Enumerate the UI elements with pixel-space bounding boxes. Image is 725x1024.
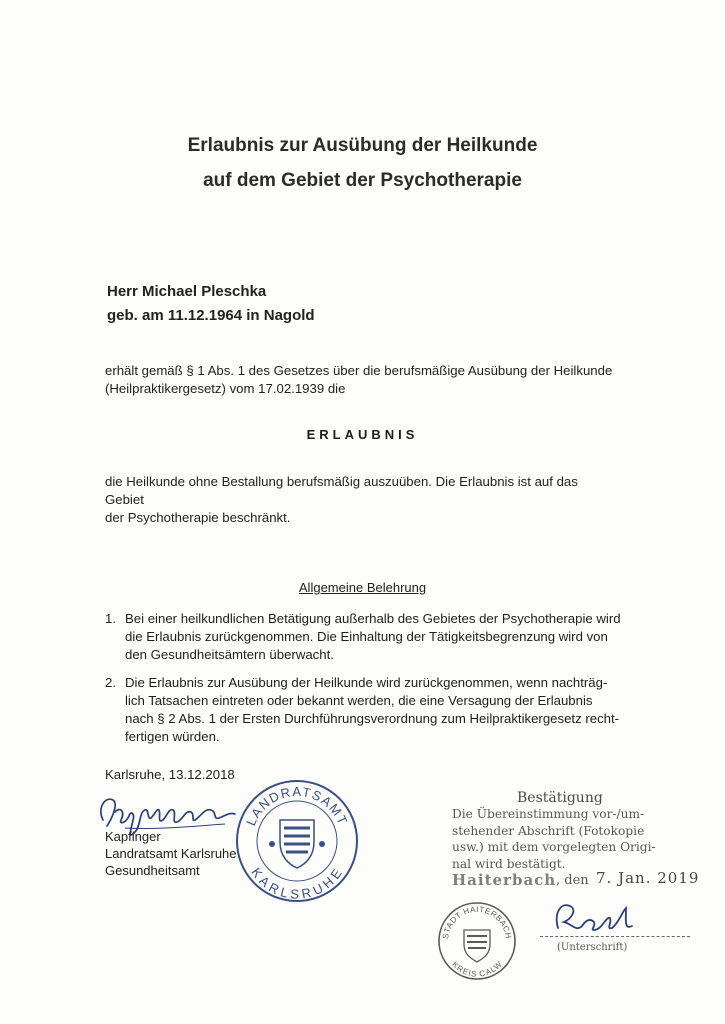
grant-line: die Heilkunde ohne Bestallung berufsmäßig auszuüben. Die Erlaubnis ist auf das Gebiet (105, 474, 578, 507)
town-seal (436, 900, 518, 982)
svg-text:LANDRATSAMT (243, 784, 351, 828)
confirmation-line: nal wird bestätigt. (452, 856, 566, 871)
recipient-birth: geb. am 11.12.1964 in Nagold (107, 307, 315, 324)
list-item-number: 1. (105, 611, 116, 626)
town-seal-top-text: STADT HAITERBACH (441, 904, 514, 940)
confirmation-line: Die Übereinstimmung vor-/um- (452, 807, 645, 821)
landratsamt-seal (232, 776, 362, 906)
place-date: Karlsruhe, 13.12.2018 (105, 767, 235, 782)
erlaubnis-heading: ERLAUBNIS (306, 427, 419, 442)
list-item-line: Die Erlaubnis zur Ausübung der Heilkunde wird zurückgenommen, wenn nachträg- (125, 675, 608, 690)
list-item-line: fertigen würden. (125, 729, 220, 744)
confirmation-place: Haiterbach (452, 871, 557, 889)
intro-line: erhält gemäß § 1 Abs. 1 des Gesetzes über die berufsmäßige Ausübung der Heilkunde (105, 363, 613, 378)
signatory-name: Kapfinger (105, 829, 161, 844)
svg-text:KARLSRUHE (248, 865, 345, 902)
signature-line (540, 936, 690, 937)
confirmation-line: stehender Abschrift (Fotokopie (452, 823, 645, 838)
confirmation-text (452, 806, 656, 872)
grant-paragraph (105, 473, 620, 527)
list-item-line: Bei einer heilkundlichen Betätigung außerhalb des Gebietes der Psychotherapie wird (125, 611, 621, 626)
document-title-line1: Erlaubnis zur Ausübung der Heilkunde (187, 135, 538, 156)
svg-text:STADT HAITERBACH (441, 905, 513, 940)
confirmation-heading: Bestätigung (517, 790, 603, 806)
section-heading-text: Allgemeine Belehrung (298, 580, 427, 595)
recipient-name: Herr Michael Pleschka (107, 283, 267, 300)
signatory-office: Landratsamt Karlsruhe (105, 846, 237, 861)
list-item-line: die Erlaubnis zurückgenommen. Die Einhaltung der Tätigkeitsbegrenzung wird von (125, 629, 608, 644)
seal-top-text: LANDRATSAMT (243, 783, 351, 829)
confirmation-date: 7. Jan. 2019 (596, 869, 700, 887)
confirmation-line: usw.) mit dem vorgelegten Origi- (452, 840, 656, 854)
list-item-line: nach § 2 Abs. 1 der Ersten Durchführungsverordnung zum Heilpraktikergesetz recht- (125, 711, 620, 726)
intro-paragraph (105, 362, 620, 398)
town-seal-bottom-text: KREIS CALW (450, 959, 504, 979)
unterschrift-label: (Unterschrift) (557, 942, 628, 953)
seal-bottom-text: KARLSRUHE (248, 864, 346, 902)
list-item-line: den Gesundheitsämtern überwacht. (125, 647, 334, 662)
signatory-block (105, 828, 237, 879)
grant-line: der Psychotherapie beschränkt. (105, 510, 291, 525)
document-title-line2: auf dem Gebiet der Psychotherapie (203, 170, 522, 191)
intro-line: (Heilpraktikergesetz) vom 17.02.1939 die (105, 381, 346, 396)
list-item-line: lich Tatsachen eintreten oder bekannt werden, die eine Versagung der Erlaubnis (125, 693, 593, 708)
section-heading (0, 580, 725, 595)
confirmation-signature (548, 896, 658, 940)
list-item-number: 2. (105, 675, 116, 690)
signatory-department: Gesundheitsamt (105, 863, 200, 878)
confirmation-den: , den (556, 873, 589, 888)
